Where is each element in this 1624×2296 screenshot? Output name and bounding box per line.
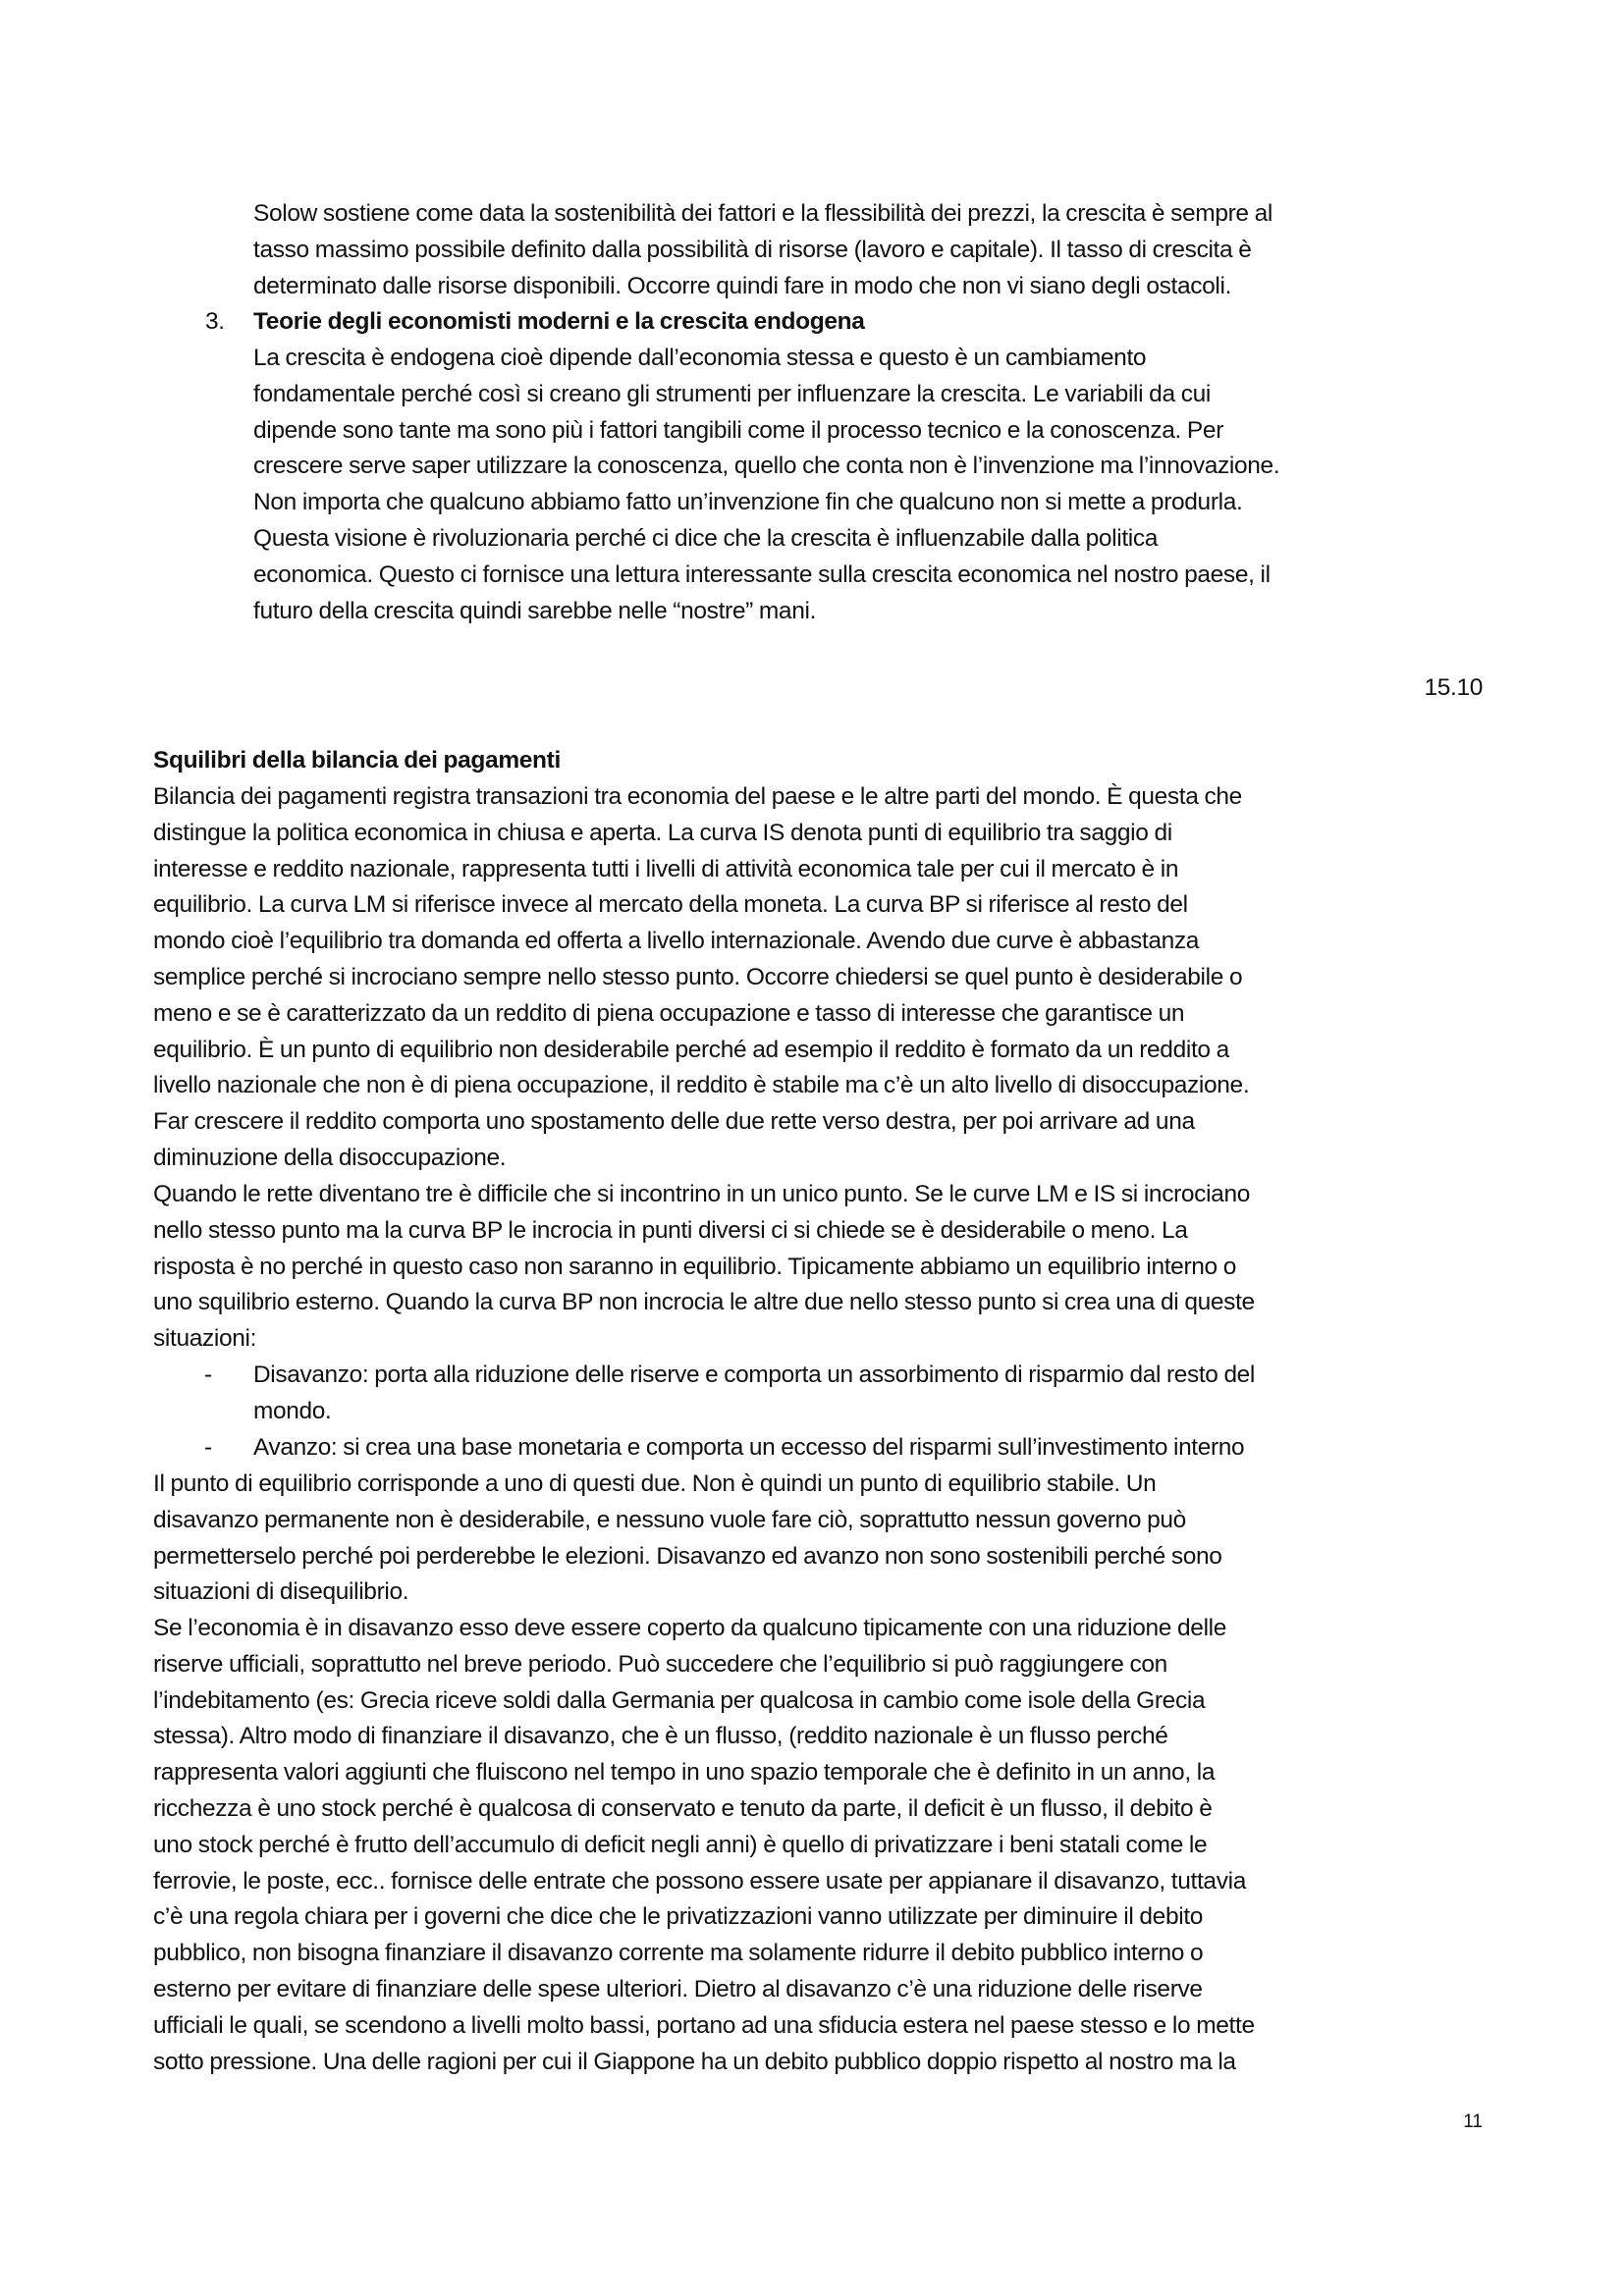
- text-line: Non importa che qualcuno abbiamo fatto un’invenzione fin che qualcuno non si mette a produrla.: [253, 489, 1243, 516]
- text-line: diminuzione della disoccupazione.: [153, 1144, 507, 1171]
- text-line: Quando le rette diventano tre è difficile che si incontrino in un unico punto. Se le curve LM e IS si incrociano: [153, 1181, 1250, 1207]
- bullet-dash: -: [204, 1434, 212, 1461]
- text-line: rappresenta valori aggiunti che fluiscono nel tempo in uno spazio temporale che è definito in un anno, la: [153, 1759, 1216, 1787]
- text-line: La crescita è endogena cioè dipende dall’economia stessa e questo è un cambiamento: [253, 345, 1147, 371]
- text-line: situazioni di disequilibrio.: [153, 1578, 409, 1606]
- text-line: uno squilibrio esterno. Quando la curva BP non incrocia le altre due nello stesso punto si crea una di queste: [153, 1289, 1255, 1316]
- list-item-3-body: [253, 341, 1279, 629]
- date-marker: 15.10: [1424, 674, 1483, 701]
- text-line: economica. Questo ci fornisce una lettura interessante sulla crescita economica nel nostro paese, il: [253, 561, 1271, 588]
- text-line: meno e se è caratterizzato da un reddito di piena occupazione e tasso di interesse che garantisce un: [153, 999, 1185, 1027]
- text-line: stessa). Altro modo di finanziare il disavanzo, che è un flusso, (reddito nazionale è un flusso perché: [153, 1723, 1168, 1750]
- text-line: determinato dalle risorse disponibili. Occorre quindi fare in modo che non vi siano degli ostacoli.: [253, 272, 1232, 299]
- list-item-title: Teorie degli economisti moderni e la crescita endogena: [253, 308, 865, 335]
- text-line: mondo.: [253, 1397, 332, 1424]
- section-heading: Squilibri della bilancia dei pagamenti: [153, 747, 561, 774]
- text-line: dipende sono tante ma sono più i fattori tangibili come il processo tecnico e la conoscenza. Per: [253, 416, 1223, 444]
- text-line: mondo cioè l’equilibrio tra domanda ed offerta a livello internazionale. Avendo due curve è abbastanza: [153, 928, 1200, 955]
- text-line: nello stesso punto ma la curva BP le incrocia in punti diversi ci si chiede se è desiderabile o meno. La: [153, 1216, 1188, 1244]
- text-line: distingue la politica economica in chiusa e aperta. La curva IS denota punti di equilibrio tra saggio di: [153, 819, 1172, 846]
- text-line: riserve ufficiali, soprattutto nel breve periodo. Può succedere che l’equilibrio si può raggiungere con: [153, 1650, 1167, 1678]
- text-line: l’indebitamento (es: Grecia riceve soldi dalla Germania per qualcosa in cambio come isole della Grecia: [153, 1686, 1206, 1714]
- text-line: Disavanzo: porta alla riduzione delle riserve e comporta un assorbimento di risparmio dal resto del: [253, 1362, 1255, 1388]
- text-line: Se l’economia è in disavanzo esso deve essere coperto da qualcuno tipicamente con una riduzione delle: [153, 1615, 1227, 1641]
- text-line: ferrovie, le poste, ecc.. fornisce delle entrate che possono essere usate per appianare il disavanzo, tuttavia: [153, 1867, 1246, 1895]
- text-line: interesse e reddito nazionale, rappresenta tutti i livelli di attività economica tale per cui il mercato è in: [153, 855, 1179, 882]
- text-line: tasso massimo possibile definito dalla possibilità di risorse (lavoro e capitale). Il tasso di crescita è: [253, 236, 1252, 263]
- text-line: equilibrio. La curva LM si riferisce invece al mercato della moneta. La curva BP si riferisce al resto del: [153, 891, 1188, 919]
- section-paragraph-1: [153, 779, 1249, 1177]
- bullet-dash: -: [204, 1362, 212, 1388]
- text-line: Solow sostiene come data la sostenibilità dei fattori e la flessibilità dei prezzi, la crescita è sempre al: [253, 200, 1273, 227]
- text-line: permetterselo perché poi perderebbe le elezioni. Disavanzo ed avanzo non sono sostenibili perché sono: [153, 1542, 1222, 1570]
- section-paragraph-2: [153, 1177, 1255, 1358]
- text-line: Avanzo: si crea una base monetaria e comporta un eccesso del risparmi sull’investimento interno: [253, 1434, 1245, 1461]
- text-line: livello nazionale che non è di piena occupazione, il reddito è stabile ma c’è un alto livello di disoccupazione.: [153, 1072, 1250, 1099]
- intro-paragraph: [253, 196, 1272, 304]
- text-line: pubblico, non bisogna finanziare il disavanzo corrente ma solamente ridurre il debito pubblico interno o: [153, 1940, 1204, 1967]
- text-line: situazioni:: [153, 1325, 257, 1353]
- text-line: semplice perché si incrociano sempre nello stesso punto. Occorre chiedersi se quel punto è desiderabile o: [153, 963, 1243, 990]
- text-line: equilibrio. È un punto di equilibrio non desiderabile perché ad esempio il reddito è formato da un reddito a: [153, 1036, 1229, 1063]
- bullet-text: [253, 1358, 1489, 1430]
- text-line: Il punto di equilibrio corrisponde a uno di questi due. Non è quindi un punto di equilibrio stabile. Un: [153, 1470, 1157, 1497]
- text-line: Bilancia dei pagamenti registra transazioni tra economia del paese e le altre parti del mondo. È questa che: [153, 783, 1242, 810]
- text-line: esterno per evitare di finanziare delle spese ulteriori. Dietro al disavanzo c’è una riduzione delle riserve: [153, 1975, 1203, 2002]
- text-line: sotto pressione. Una delle ragioni per cui il Giappone ha un debito pubblico doppio rispetto al nostro ma la: [153, 2048, 1236, 2075]
- text-line: uno stock perché è frutto dell’accumulo di deficit negli anni) è quello di privatizzare i beni statali come le: [153, 1831, 1208, 1858]
- text-line: ricchezza è uno stock perché è qualcosa di conservato e tenuto da parte, il deficit è un flusso, il debito è: [153, 1794, 1213, 1822]
- text-line: crescere serve saper utilizzare la conoscenza, quello che conta non è l’invenzione ma l’innovazione.: [253, 453, 1280, 480]
- text-line: disavanzo permanente non è desiderabile, e nessuno vuole fare ciò, soprattutto nessun governo può: [153, 1506, 1186, 1533]
- list-number: 3.: [205, 308, 225, 335]
- section-paragraph-3: [153, 1467, 1222, 1611]
- text-line: futuro della crescita quindi sarebbe nelle “nostre” mani.: [253, 597, 817, 624]
- text-line: ufficiali le quali, se scendono a livelli molto bassi, portano ad una sfiducia estera nel paese stesso e lo mette: [153, 2011, 1255, 2039]
- page-number: 11: [1463, 2111, 1483, 2132]
- bullet-text: [253, 1430, 1489, 1467]
- section-paragraph-4: [153, 1611, 1255, 2080]
- text-line: Far crescere il reddito comporta uno spostamento delle due rette verso destra, per poi arrivare ad una: [153, 1108, 1195, 1136]
- text-line: c’è una regola chiara per i governi che dice che le privatizzazioni vanno utilizzate per diminuire il debito: [153, 1903, 1204, 1931]
- text-line: risposta è no perché in questo caso non saranno in equilibrio. Tipicamente abbiamo un equilibrio interno o: [153, 1253, 1237, 1280]
- text-line: fondamentale perché così si creano gli strumenti per influenzare la crescita. Le variabili da cui: [253, 380, 1211, 407]
- text-line: Questa visione è rivoluzionaria perché ci dice che la crescita è influenzabile dalla politica: [253, 524, 1159, 552]
